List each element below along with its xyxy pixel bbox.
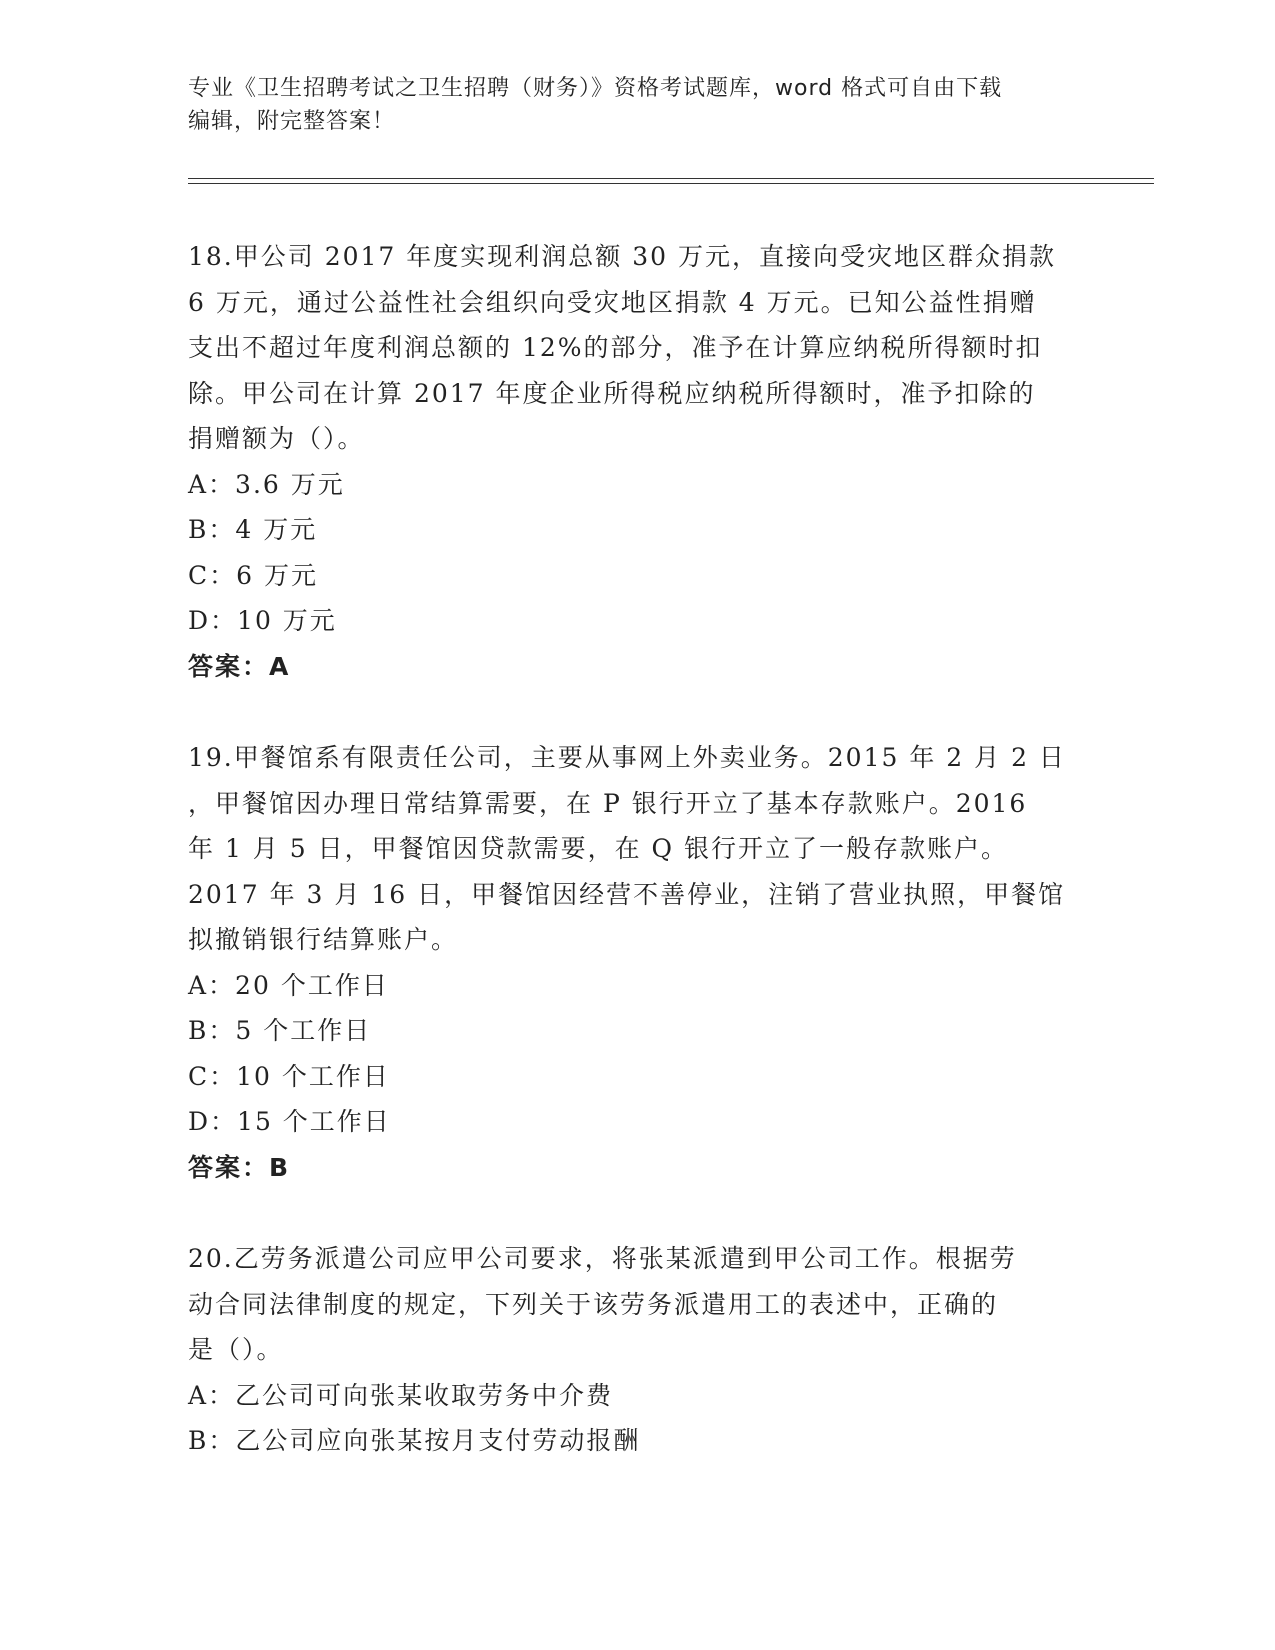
option-c: C：6 万元 (188, 560, 318, 590)
question-19 (188, 735, 1088, 1190)
option-a: A：20 个工作日 (188, 970, 389, 1000)
question-stem-line: 动合同法律制度的规定，下列关于该劳务派遣用工的表述中，正确的 (188, 1289, 999, 1319)
header-line: 专业《卫生招聘考试之卫生招聘（财务）》资格考试题库，word 格式可自由下载 (188, 76, 1003, 101)
document-header (188, 72, 1088, 138)
option-b: B：乙公司应向张某按月支付劳动报酬 (188, 1426, 641, 1455)
question-stem-line: 捐赠额为（）。 (188, 424, 365, 453)
option-c: C：10 个工作日 (188, 1061, 390, 1091)
question-stem-line: 支出不超过年度利润总额的 12%的部分，准予在计算应纳税所得额时扣 (188, 333, 1043, 362)
question-stem-line: 除。甲公司在计算 2017 年度企业所得税应纳税所得额时，准予扣除的 (188, 378, 1036, 408)
option-d: D：10 万元 (188, 606, 337, 635)
question-stem-line: 18.甲公司 2017 年度实现利润总额 30 万元，直接向受灾地区群众捐款 (188, 242, 1056, 271)
question-stem-line: ，甲餐馆因办理日常结算需要，在 P 银行开立了基本存款账户。2016 (188, 788, 1028, 818)
option-d: D：15 个工作日 (188, 1107, 391, 1136)
question-stem-line: 年 1 月 5 日，甲餐馆因贷款需要，在 Q 银行开立了一般存款账户。 (188, 834, 1008, 863)
question-stem-line: 19.甲餐馆系有限责任公司，主要从事网上外卖业务。2015 年 2 月 2 日 (188, 743, 1066, 772)
question-stem-line: 6 万元，通过公益性社会组织向受灾地区捐款 4 万元。已知公益性捐赠 (188, 287, 1037, 317)
option-a: A：乙公司可向张某收取劳务中介费 (188, 1380, 614, 1410)
option-b: B：4 万元 (188, 515, 318, 544)
question-stem-line: 2017 年 3 月 16 日，甲餐馆因经营不善停业，注销了营业执照，甲餐馆 (188, 879, 1066, 909)
question-stem-line: 20.乙劳务派遣公司应甲公司要求，将张某派遣到甲公司工作。根据劳 (188, 1244, 1017, 1273)
answer-label: 答案：B (188, 1152, 291, 1182)
option-a: A：3.6 万元 (188, 469, 345, 499)
header-divider (188, 178, 1154, 184)
header-line: 编辑，附完整答案！ (188, 109, 396, 134)
answer-label: 答案：A (188, 651, 291, 681)
question-stem-line: 是（）。 (188, 1335, 284, 1364)
question-18 (188, 234, 1088, 689)
question-20 (188, 1236, 1088, 1464)
option-b: B：5 个工作日 (188, 1016, 372, 1045)
question-stem-line: 拟撤销银行结算账户。 (188, 925, 459, 954)
